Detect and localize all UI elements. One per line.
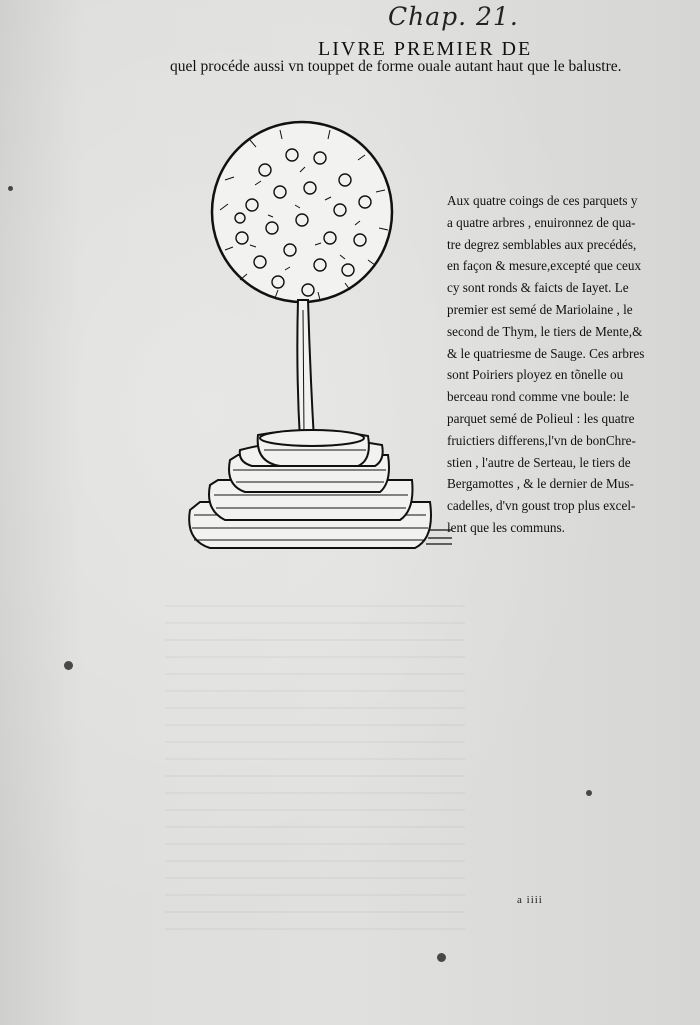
- tree-canopy: [212, 122, 392, 302]
- stepped-pedestal: [189, 430, 431, 548]
- text-line: premier est semé de Mariolaine , le: [447, 301, 633, 317]
- ink-spot: [8, 186, 13, 191]
- text-line: tre degrez semblables aux precédés,: [447, 236, 637, 252]
- text-line: parquet semé de Polieul : les quatre: [447, 410, 635, 426]
- text-line: fruictiers differens,l'vn de bonChre-: [447, 432, 636, 448]
- text-line: sont Poiriers ployez en tõnelle ou: [447, 367, 624, 383]
- text-line: stien , l'autre de Serteau, le tiers de: [447, 454, 631, 470]
- ink-spot: [586, 790, 592, 796]
- text-line: en façon & mesure,excepté que ceux: [447, 258, 642, 274]
- show-through: [165, 600, 465, 930]
- text-line: berceau rond comme vne boule: le: [447, 389, 629, 405]
- main-text-block: [447, 190, 687, 539]
- text-line: a quatre arbres , enuironnez de qua-: [447, 214, 636, 230]
- text-line: cy sont ronds & faicts de Iayet. Le: [447, 280, 629, 296]
- tree-trunk: [297, 300, 314, 440]
- text-line: cadelles, d'vn goust trop plus excel-: [447, 498, 636, 514]
- ink-spot: [437, 953, 446, 962]
- text-line: Bergamottes , & le dernier de Mus-: [447, 476, 634, 492]
- figure-caption: quel procéde aussi vn touppet de forme ouale autant haut que le balustre.: [170, 58, 622, 75]
- catchword: a iiii: [517, 894, 543, 906]
- tree-woodcut-illustration: [180, 110, 455, 570]
- text-line: second de Thym, le tiers de Mente,&: [447, 323, 643, 339]
- handwritten-chapter-note: Chap. 21.: [388, 2, 519, 31]
- ink-spot: [64, 661, 73, 670]
- running-head: LIVRE PREMIER DE: [318, 38, 533, 60]
- text-line: lent que les communs.: [447, 519, 565, 535]
- text-line: & le quatriesme de Sauge. Ces arbres: [447, 345, 645, 361]
- text-line: Aux quatre coings de ces parquets y: [447, 193, 638, 208]
